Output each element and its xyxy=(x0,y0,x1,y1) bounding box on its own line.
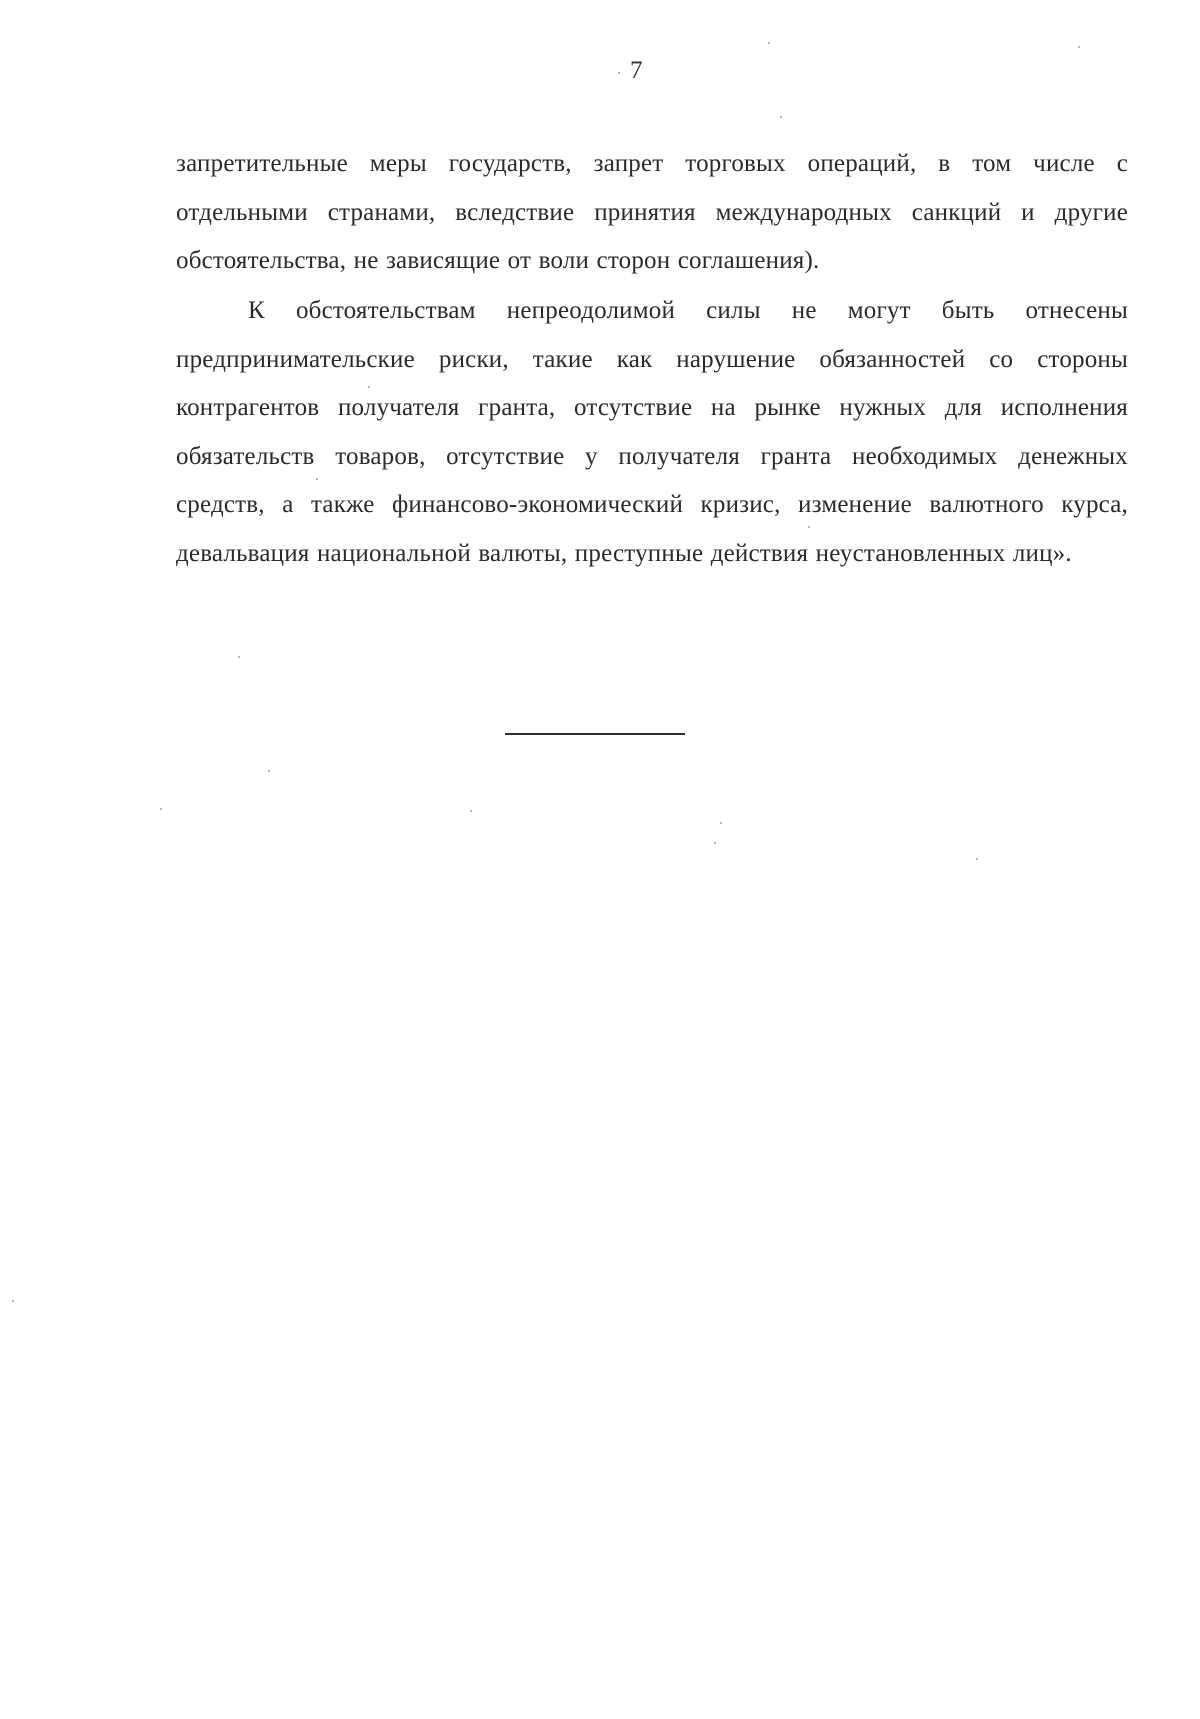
scan-speck xyxy=(618,72,620,74)
scan-speck xyxy=(808,526,810,528)
scan-speck xyxy=(1078,46,1080,48)
paragraph-2: К обстоятельствам непреодолимой силы не могут быть отнесены предпринимательские риски, такие как нарушение обязанностей со стороны контрагентов получателя гранта, отсутствие на рынке нужных для исполнения обязательств товаров, отсутствие у получателя гранта необходимых денежных средств, а также финансово-экономический кризис, изменение валютного курса, девальвация национальной валюты, преступные действия неустановленных лиц». xyxy=(176,297,1128,567)
scan-speck xyxy=(316,478,318,480)
scan-speck xyxy=(768,42,770,44)
scan-speck xyxy=(238,656,240,658)
scan-speck xyxy=(714,842,716,844)
scan-speck xyxy=(368,386,370,388)
page-number: 7 xyxy=(630,57,643,84)
end-separator-line xyxy=(505,733,685,735)
scan-speck xyxy=(160,808,162,810)
scan-speck xyxy=(976,858,978,860)
scan-speck xyxy=(780,116,782,118)
scan-speck xyxy=(720,822,722,824)
paragraph-1: запретительные меры государств, запрет торговых операций, в том числе с отдельными странами, вследствие принятия международных санкций и другие обстоятельства, не зависящие от воли сторон соглашения). xyxy=(176,150,1128,274)
scan-speck xyxy=(12,1300,14,1302)
scan-speck xyxy=(268,770,270,772)
scan-speck xyxy=(470,810,472,812)
